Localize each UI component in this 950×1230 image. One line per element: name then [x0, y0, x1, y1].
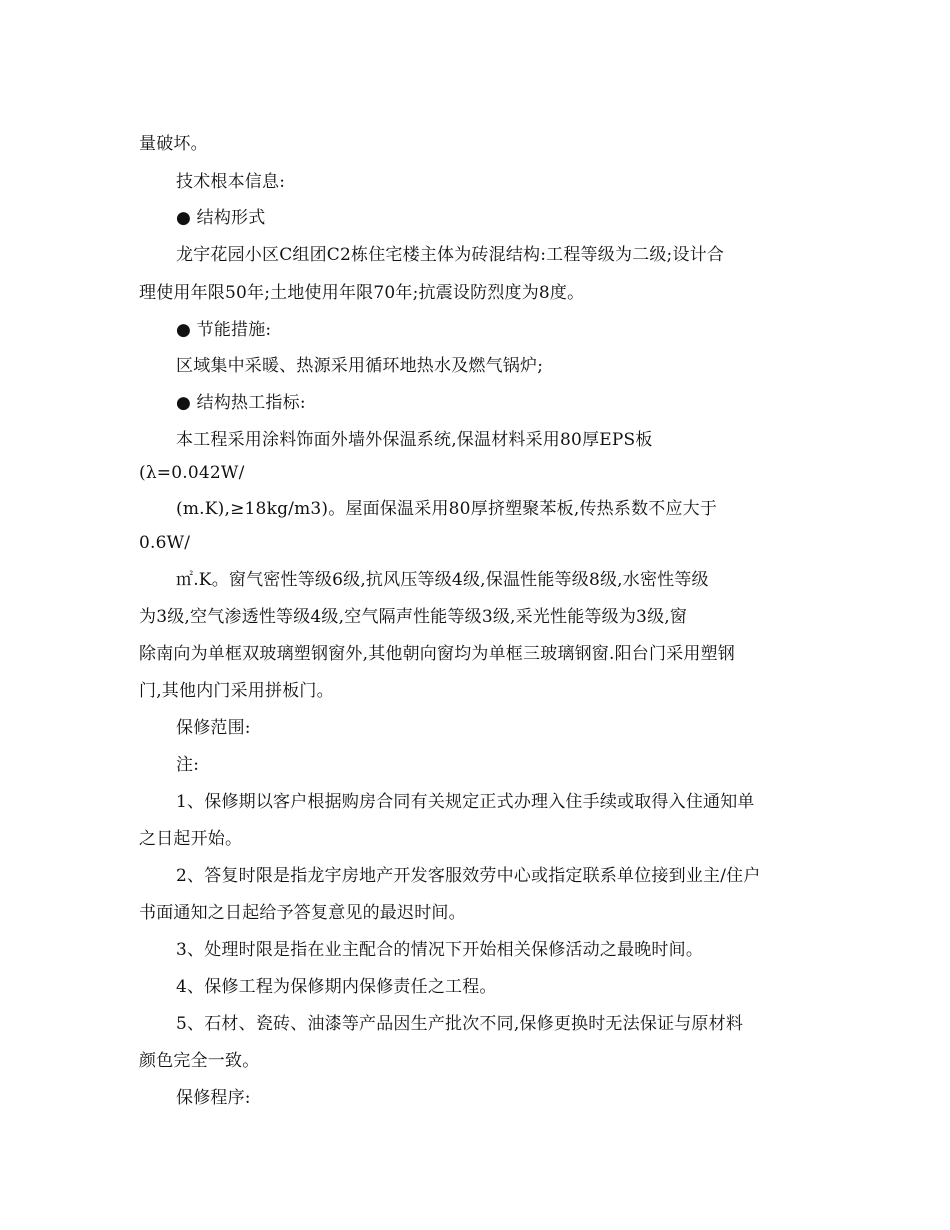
bullet-heading: ● 节能措施:	[176, 320, 272, 340]
text-line: 龙宇花园小区C组团C2栋住宅楼主体为砖混结构:工程等级为二级;设计合	[176, 245, 725, 265]
note-item: 3、处理时限是指在业主配合的情况下开始相关保修活动之最晚时间。	[176, 940, 704, 960]
text-line: 区域集中采暖、热源采用循环地热水及燃气锅炉;	[176, 356, 544, 376]
bullet-heading: ● 结构形式	[176, 208, 266, 228]
note-item: 4、保修工程为保修期内保修责任之工程。	[176, 977, 497, 997]
text-line: 颜色完全一致。	[139, 1051, 260, 1071]
note-item: 2、答复时限是指龙宇房地产开发客服效劳中心或指定联系单位接到业主/住户	[176, 866, 761, 886]
text-line: 量破坏。	[139, 134, 208, 154]
text-line: 之日起开始。	[139, 829, 243, 849]
section-heading: 技术根本信息:	[176, 172, 286, 192]
note-label: 注:	[176, 755, 200, 775]
text-line: 门,其他内门采用拼板门。	[139, 681, 334, 701]
section-heading: 保修程序:	[176, 1088, 251, 1108]
text-line: 除南向为单框双玻璃塑钢窗外,其他朝向窗均为单框三玻璃钢窗.阳台门采用塑钢	[139, 644, 736, 664]
text-line: (m.K),≥18kg/m3)。屋面保温采用80厚挤塑聚苯板,传热系数不应大于	[176, 499, 718, 519]
bullet-heading: ● 结构热工指标:	[176, 393, 306, 413]
text-line: 书面通知之日起给予答复意见的最迟时间。	[139, 903, 466, 923]
text-line: 0.6W/	[139, 533, 191, 553]
section-heading: 保修范围:	[176, 718, 251, 738]
note-item: 1、保修期以客户根据购房合同有关规定正式办理入住手续或取得入住通知单	[176, 792, 755, 812]
text-line: (λ=0.042W/	[139, 463, 245, 483]
text-line: 理使用年限50年;土地使用年限70年;抗震设防烈度为8度。	[139, 283, 585, 303]
text-line: 为3级,空气渗透性等级4级,空气隔声性能等级3级,采光性能等级为3级,窗	[139, 607, 688, 627]
note-item: 5、石材、瓷砖、油漆等产品因生产批次不同,保修更换时无法保证与原材料	[176, 1014, 744, 1034]
text-line: ㎡.K。窗气密性等级6级,抗风压等级4级,保温性能等级8级,水密性等级	[176, 570, 709, 590]
text-line: 本工程采用涂料饰面外墙外保温系统,保温材料采用80厚EPS板	[176, 430, 653, 450]
